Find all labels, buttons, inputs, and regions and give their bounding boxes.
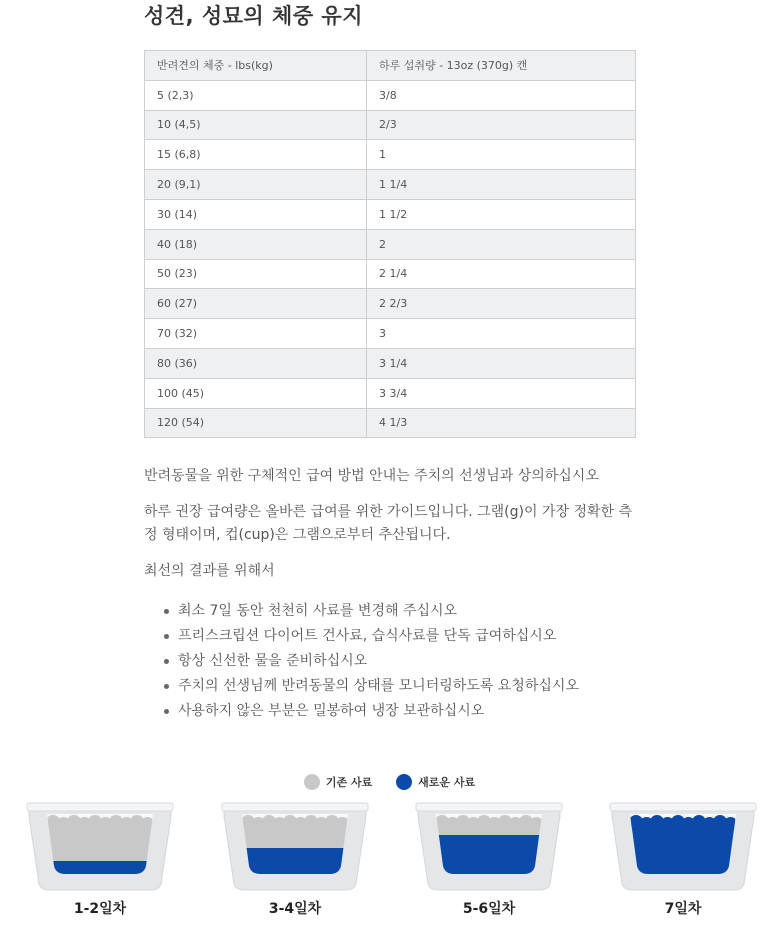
tip-text: 프리스크립션 다이어트 건사료, 습식사료를 단독 급여하십시오 (178, 628, 557, 644)
weight-cell: 70 (32) (145, 319, 367, 349)
table-row (145, 229, 636, 259)
legend-new-food (396, 774, 475, 790)
weight-cell: 120 (54) (145, 408, 367, 438)
guide-paragraph: 하루 권장 급여량은 올바른 급여를 위한 가이드입니다. 그램(g)이 가장 정확한 측정 형태이며, 컵(cup)은 그램으로부터 추산됩니다. (144, 504, 633, 543)
new-food-swatch (396, 774, 412, 790)
table-row (145, 378, 636, 408)
weight-cell: 15 (6,8) (145, 140, 367, 170)
bowl-rim (416, 803, 562, 811)
table-row (145, 199, 636, 229)
weight-cell: 20 (9,1) (145, 170, 367, 200)
daily-amount-cell: 3 (367, 319, 636, 349)
table-row (145, 289, 636, 319)
day-label: 1-2일차 (73, 901, 127, 917)
tip-item (164, 674, 579, 699)
bullet-icon (164, 684, 169, 689)
daily-amount-cell: 3 3/4 (367, 378, 636, 408)
table-row (145, 259, 636, 289)
best-results-heading: 최선의 결과를 위해서 (144, 563, 275, 579)
transition-bowl (220, 800, 370, 899)
daily-amount-cell: 3 1/4 (367, 348, 636, 378)
table-row (145, 80, 636, 110)
daily-amount-cell: 1 1/2 (367, 199, 636, 229)
legend-old-food (304, 774, 372, 790)
bowl-illustration (414, 800, 564, 895)
day-label: 7일차 (664, 901, 702, 917)
legend-new-label: 새로운 사료 (418, 776, 476, 789)
old-food-swatch (304, 774, 320, 790)
legend-old-label: 기존 사료 (325, 776, 373, 789)
day-label: 5-6일차 (462, 901, 516, 917)
tip-text: 최소 7일 동안 천천히 사료를 변경해 주십시오 (178, 603, 458, 619)
weight-cell: 반려견의 체중 - lbs(kg) (145, 51, 367, 81)
weight-cell: 30 (14) (145, 199, 367, 229)
bullet-icon (164, 609, 169, 614)
transition-bowl (608, 800, 758, 899)
table-row (145, 408, 636, 438)
table-row (145, 110, 636, 140)
table-row (145, 140, 636, 170)
transition-bowl (25, 800, 175, 899)
daily-amount-cell: 3/8 (367, 80, 636, 110)
table-row (145, 319, 636, 349)
consult-paragraph: 반려동물을 위한 구체적인 급여 방법 안내는 주치의 선생님과 상의하십시오 (144, 468, 599, 484)
daily-amount-cell: 1 1/4 (367, 170, 636, 200)
tip-text: 사용하지 않은 부분은 밀봉하여 냉장 보관하십시오 (178, 703, 485, 719)
day-label: 3-4일차 (268, 901, 322, 917)
daily-amount-cell: 하루 섭취량 - 13oz (370g) 캔 (367, 51, 636, 81)
tips-list (144, 599, 579, 724)
bullet-icon (164, 659, 169, 664)
weight-cell: 80 (36) (145, 348, 367, 378)
daily-amount-cell: 1 (367, 140, 636, 170)
bowl-rim (610, 803, 756, 811)
daily-amount-cell: 2 1/4 (367, 259, 636, 289)
bowl-illustration (608, 800, 758, 895)
daily-amount-cell: 2 2/3 (367, 289, 636, 319)
tip-text: 주치의 선생님께 반려동물의 상태를 모니터링하도록 요청하십시오 (178, 678, 579, 694)
transition-bowl (414, 800, 564, 899)
bullet-icon (164, 634, 169, 639)
table-row (145, 348, 636, 378)
weight-cell: 50 (23) (145, 259, 367, 289)
weight-cell: 100 (45) (145, 378, 367, 408)
feeding-table (144, 50, 636, 438)
weight-cell: 60 (27) (145, 289, 367, 319)
weight-cell: 10 (4,5) (145, 110, 367, 140)
page-title: 성견, 성묘의 체중 유지 (144, 4, 363, 28)
daily-amount-cell: 2 (367, 229, 636, 259)
bowl-rim (222, 803, 368, 811)
weight-cell: 5 (2,3) (145, 80, 367, 110)
table-header-row (145, 51, 636, 81)
tip-item (164, 699, 579, 724)
table-row (145, 170, 636, 200)
daily-amount-cell: 4 1/3 (367, 408, 636, 438)
food-legend (0, 774, 779, 793)
bowl-rim (27, 803, 173, 811)
bowl-illustration (220, 800, 370, 895)
bullet-icon (164, 709, 169, 714)
daily-amount-cell: 2/3 (367, 110, 636, 140)
tip-item (164, 624, 579, 649)
bowl-illustration (25, 800, 175, 895)
tip-item (164, 649, 579, 674)
tip-text: 항상 신선한 물을 준비하십시오 (178, 653, 368, 669)
tip-item (164, 599, 579, 624)
weight-cell: 40 (18) (145, 229, 367, 259)
